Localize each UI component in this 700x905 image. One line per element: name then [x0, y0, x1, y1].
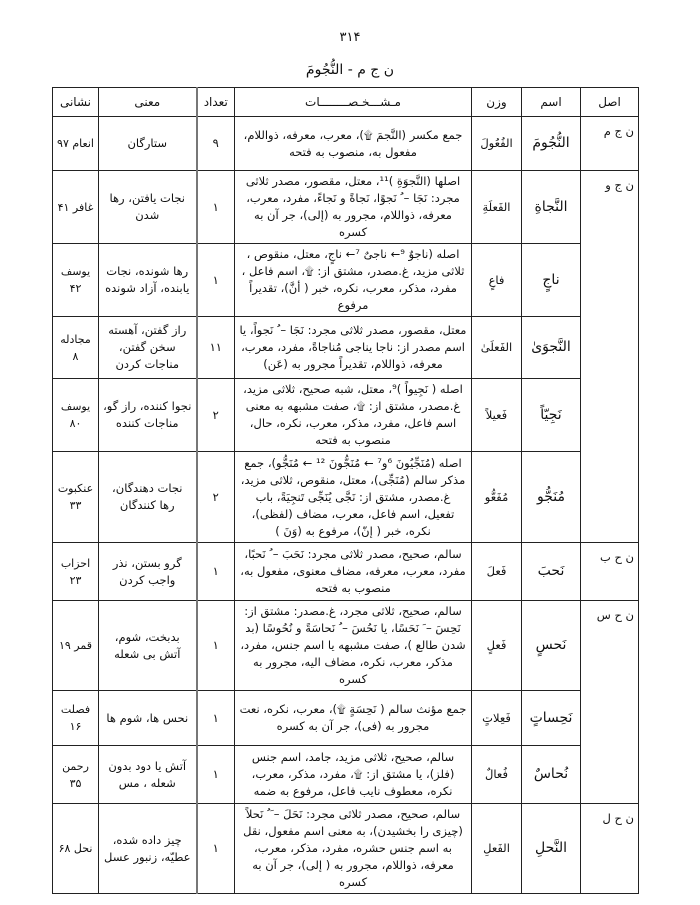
spec-cell: سالم، صحیح، ثلاثی مزید، جامد، اسم جنس (فلز)، یا مشتق از: ۩، مفرد، مذکر، معرب، نکره، معطوف نایب فاعل، مرفوع به ضمه [235, 746, 472, 804]
root-cell: ن ح ل [581, 804, 639, 894]
header-ref: نشانی [53, 88, 99, 117]
count-cell: ۲ [197, 452, 235, 543]
wazn-cell: الفَعلَةِ [472, 171, 522, 244]
ref-cell: رحمن ۳۵ [53, 746, 99, 804]
spec-cell: سالم، صحیح، ثلاثی مجرد، غ.مصدر: مشتق از: نَحِسَ – َ نَحَسًا، یا نَحُسَ – ُ نَحاسَةً و نُحُوسًا (بد شدن طالع )، صفت مشبهه یا اسم جنس، مفرد، مذکر، معرب، نکره، مضاف الیه، مجرور به کسره [235, 601, 472, 691]
ref-cell: یوسف ۴۲ [53, 244, 99, 317]
ref-cell: انعام ۹۷ [53, 117, 99, 171]
meaning-cell: بدبخت، شوم، آتش بی شعله [99, 601, 197, 691]
ref-cell: نحل ۶۸ [53, 804, 99, 894]
root-cell: ن ج م [581, 117, 639, 171]
wazn-cell: فَعِلاتٍ [472, 691, 522, 746]
count-cell: ۱ [197, 171, 235, 244]
header-asl: اصل [581, 88, 639, 117]
table-row [53, 452, 639, 543]
header-ism: اسم [522, 88, 581, 117]
wazn-cell: فُعالٌ [472, 746, 522, 804]
wazn-cell: مُفَعُّو [472, 452, 522, 543]
spec-cell: سالم، صحیح، مصدر ثلاثی مجرد: نَحَلَ – َ ُ نَحلاً (چیزی را بخشیدن)، به معنی اسم مفعول، نقل به اسم جنس حشره، مفرد، مذکر، معرب، معرفه، ذواللام، مجرور به ( إلی)، جر آن به کسره [235, 804, 472, 894]
ref-cell: قمر ۱۹ [53, 601, 99, 691]
meaning-cell: آتش یا دود بدون شعله ، مس [99, 746, 197, 804]
ref-cell: فصلت ۱۶ [53, 691, 99, 746]
count-cell: ۱۱ [197, 317, 235, 379]
spec-cell: اصله ( نَجِیواً )⁹، معتل، شبه صحیح، ثلاثی مزید، غ.مصدر، مشتق از: ۩، صفت مشبهه به معنی اسم فاعل، مفرد، مذکر، معرب، نکره، حال، منصوب به فتحه [235, 379, 472, 452]
meaning-cell: نجات دهندگان، رها کنندگان [99, 452, 197, 543]
ism-cell: ناجٍ [522, 244, 581, 317]
count-cell: ۱ [197, 746, 235, 804]
word-table [52, 87, 639, 894]
meaning-cell: راز گفتن، آهسته سخن گفتن، مناجات کردن [99, 317, 197, 379]
count-cell: ۱ [197, 244, 235, 317]
spec-cell: سالم، صحیح، مصدر ثلاثی مجرد: نَحَبَ – ُ نَحبًا، مفرد، معرب، معرفه، مضاف معنوی، مفعول به، منصوب به فتحه [235, 543, 472, 601]
ref-cell: غافر ۴۱ [53, 171, 99, 244]
ism-cell: نُحاسٌ [522, 746, 581, 804]
table-row [53, 746, 639, 804]
ism-cell: النُّجُومَ [522, 117, 581, 171]
wazn-cell: الفُعُولَ [472, 117, 522, 171]
meaning-cell: نجوا کننده، راز گو، مناجات کننده [99, 379, 197, 452]
root-cell: ن ج و [581, 171, 639, 543]
ism-cell: مُنَجُّو [522, 452, 581, 543]
ism-cell: نَحسٍ [522, 601, 581, 691]
meaning-cell: نجات یافتن، رها شدن [99, 171, 197, 244]
table-row [53, 804, 639, 894]
spec-cell: جمع مکسر (النَّجمَ ۩)، معرب، معرفه، ذواللام، مفعول به، منصوب به فتحه [235, 117, 472, 171]
table-row [53, 171, 639, 244]
header-meaning: معنی [99, 88, 197, 117]
page-number: ۳۱۴ [339, 30, 361, 45]
ref-cell: عنکبوت ۳۳ [53, 452, 99, 543]
count-cell: ۱ [197, 601, 235, 691]
count-cell: ۹ [197, 117, 235, 171]
header-spec: مـشـــخـصــــــــات [235, 88, 472, 117]
count-cell: ۱ [197, 691, 235, 746]
root-cell: ن ح س [581, 601, 639, 804]
ref-cell: مجادله ۸ [53, 317, 99, 379]
spec-cell: جمع مؤنث سالم ( نَحِسَةٍ ۩)، معرب، نکره، نعت مجرور به (فی)، جر آن به کسره [235, 691, 472, 746]
ref-cell: احزاب ۲۳ [53, 543, 99, 601]
ism-cell: نَحِساتٍ [522, 691, 581, 746]
spec-cell: معتل، مقصور، مصدر ثلاثی مجرد: نَجَا – ُ نَجواً، یا اسم مصدر از: ناجا یناجی مُناجاةً، مفرد، معرب، معرفه، ذواللام، تقدیراً مجرور به (عَن) [235, 317, 472, 379]
count-cell: ۱ [197, 804, 235, 894]
ism-cell: النَّحلِ [522, 804, 581, 894]
spec-cell: اصلها (النَّجوَةِ )¹¹، معتل، مقصور، مصدر ثلاثی مجرد: نَجَا – ُ نَجوًا، نَجاةً و نَجاءً، مفرد، معرب، معرفه، ذواللام، مجرور به (إلی)، جر آن به کسره [235, 171, 472, 244]
ism-cell: نَحبَ [522, 543, 581, 601]
table-row [53, 601, 639, 691]
header-count: تعداد [197, 88, 235, 117]
count-cell: ۱ [197, 543, 235, 601]
root-cell: ن ح ب [581, 543, 639, 601]
table-row [53, 379, 639, 452]
ism-cell: نَجِیّاً [522, 379, 581, 452]
wazn-cell: فاعٍ [472, 244, 522, 317]
table-row [53, 244, 639, 317]
table-row [53, 117, 639, 171]
spec-cell: اصله (مُنَجِّیُونَ ⁶و⁷ ← مُنَجُّونَ ¹² ← مُنَجُّو)، جمع مذکر سالم (مُنَجِّی)، معتل، منقوص، ثلاثی مزید، غ.مصدر، مشتق از: نَجَّی یُنَجِّی تَنجِیَةً، باب تفعیل، اسم فاعل، معرب، مضاف (لفظی)، نکره، خبر ( إنّ)، مرفوع به (وَنَ ) [235, 452, 472, 543]
meaning-cell: نحس ها، شوم ها [99, 691, 197, 746]
ref-cell: یوسف ۸۰ [53, 379, 99, 452]
wazn-cell: الفَعلَیٰ [472, 317, 522, 379]
spec-cell: اصله (ناجوٌ ⁹← ناجیٌ ⁷← ناجٍ، معتل، منقوص ، ثلاثی مزید، غ.مصدر، مشتق از: ۩، اسم فاعل ، مفرد، مذکر، معرب، نکره، خبر ( أنَّ)، تقدیراً مرفوع [235, 244, 472, 317]
wazn-cell: الفَعلِ [472, 804, 522, 894]
meaning-cell: گرو بستن، نذر واجب کردن [99, 543, 197, 601]
page-title: ن ج م - النُّجُومَ [305, 62, 395, 78]
meaning-cell: رها شونده، نجات یابنده، آزاد شونده [99, 244, 197, 317]
meaning-cell: چیز داده شده، عطیّه، زنبور عسل [99, 804, 197, 894]
table-header [53, 88, 639, 117]
count-cell: ۲ [197, 379, 235, 452]
table-row [53, 691, 639, 746]
ism-cell: النَّجوَیٰ [522, 317, 581, 379]
meaning-cell: ستارگان [99, 117, 197, 171]
wazn-cell: فَعلٍ [472, 601, 522, 691]
table-row [53, 317, 639, 379]
wazn-cell: فَعلَ [472, 543, 522, 601]
wazn-cell: فَعیلاً [472, 379, 522, 452]
ism-cell: النَّجاةِ [522, 171, 581, 244]
table-row [53, 543, 639, 601]
header-wazn: وزن [472, 88, 522, 117]
